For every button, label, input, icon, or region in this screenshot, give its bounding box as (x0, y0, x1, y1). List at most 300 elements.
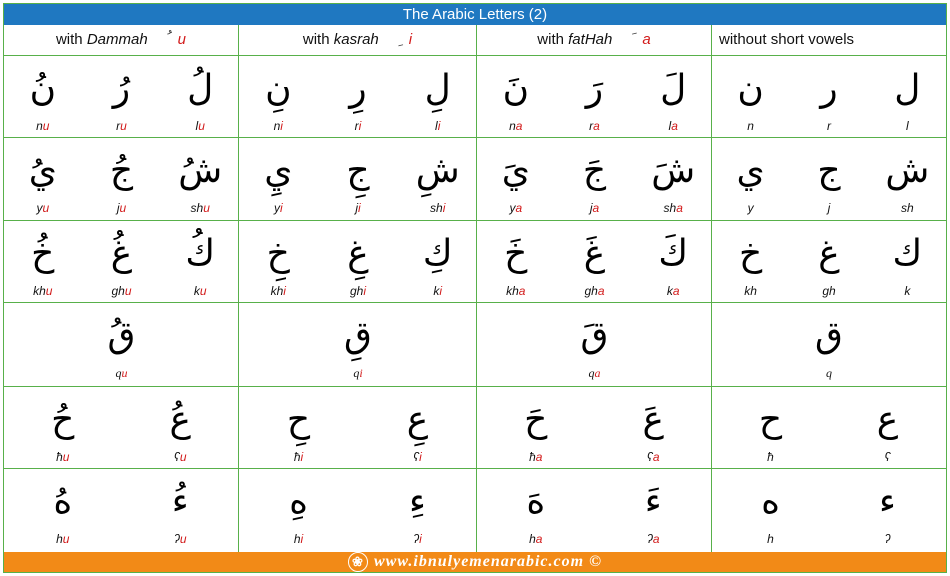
letter-base: ع (406, 399, 429, 440)
translit-consonant: n (747, 119, 754, 133)
letter-item (238, 62, 318, 134)
cell-dammah (4, 303, 239, 387)
arabic-letter (633, 144, 713, 198)
letter-row (4, 56, 946, 138)
arabic-letter (731, 475, 811, 529)
letter-item (711, 62, 791, 134)
letter-base: ج (109, 150, 134, 191)
arabic-letter (633, 227, 713, 281)
header-vowel-sound: u (177, 31, 187, 48)
transliteration (496, 449, 576, 465)
translit-vowel: i (358, 119, 362, 133)
letter-item (318, 62, 398, 134)
transliteration (555, 118, 635, 134)
transliteration (496, 531, 576, 547)
arabic-letter (398, 144, 478, 198)
translit-vowel: a (593, 119, 600, 133)
cell-dammah (4, 138, 239, 221)
translit-consonant: ʕ (884, 450, 891, 464)
arabic-letter (848, 393, 928, 447)
arabic-letter (476, 144, 556, 198)
cell-fathah (477, 387, 712, 469)
arabic-letter (82, 62, 162, 116)
transliteration (140, 449, 220, 465)
letter-item (613, 475, 693, 547)
translit-vowel: u (120, 119, 127, 133)
translit-vowel: u (45, 284, 53, 298)
cell-plain (712, 469, 946, 552)
cell-plain (712, 56, 946, 138)
translit-consonant: kh (744, 284, 757, 298)
arabic-letter (789, 62, 869, 116)
arabic-letter (238, 144, 318, 198)
letter-item (789, 144, 869, 216)
translit-vowel: a (676, 201, 683, 215)
translit-consonant: q (353, 366, 360, 380)
transliteration (23, 449, 103, 465)
transliteration (789, 200, 869, 216)
letter-item (789, 62, 869, 134)
transliteration (867, 200, 947, 216)
translit-consonant: sh (663, 201, 677, 215)
translit-consonant: k (666, 284, 673, 298)
transliteration (848, 531, 928, 547)
translit-consonant: l (668, 119, 672, 133)
translit-vowel: u (203, 201, 210, 215)
arabic-letter (848, 475, 928, 529)
letter-base: خ (31, 233, 55, 274)
letter-row (4, 138, 946, 221)
letter-base: ش (885, 150, 930, 191)
arabic-letter (3, 227, 83, 281)
transliteration (476, 118, 556, 134)
letter-item (711, 227, 791, 299)
letter-item (398, 62, 478, 134)
transliteration (82, 283, 162, 299)
letter-base: غ (110, 233, 133, 274)
letter-item (613, 393, 693, 465)
letter-base: ل (424, 68, 451, 109)
translit-consonant: ʔ (173, 532, 180, 546)
letter-base: ر (820, 68, 838, 109)
arabic-letter (867, 227, 947, 281)
header-kasrah (239, 25, 477, 56)
letter-base: ج (817, 150, 841, 191)
cell-plain (712, 387, 946, 469)
header-fathah (477, 25, 712, 56)
translit-vowel: i (279, 201, 283, 215)
letter-base: ك (185, 233, 216, 274)
transliteration (789, 283, 869, 299)
transliteration (731, 531, 811, 547)
transliteration (23, 531, 103, 547)
letter-base: ر (349, 68, 367, 109)
website-link[interactable]: www.ibnulyemenarabic.com © (373, 553, 603, 570)
transliteration (259, 531, 339, 547)
transliteration (160, 200, 240, 216)
letter-row (4, 469, 946, 552)
translit-consonant: gh (822, 284, 836, 298)
letter-item (398, 227, 478, 299)
translit-consonant: h (293, 532, 301, 546)
letter-base: ر (112, 68, 131, 109)
letter-base: ء (171, 481, 189, 522)
transliteration (633, 118, 713, 134)
translit-vowel: a (515, 201, 523, 215)
transliteration (633, 200, 713, 216)
transliteration (731, 449, 811, 465)
letter-base: غ (347, 233, 369, 274)
letter-item (476, 144, 556, 216)
transliteration (555, 365, 635, 381)
letter-item (259, 393, 339, 465)
transliteration (633, 283, 713, 299)
header-dammah (4, 25, 239, 56)
arabic-letter (160, 62, 240, 116)
header-vowel-name: fatHah (568, 31, 613, 48)
header-vowel-sound: a (642, 31, 651, 48)
letter-row (4, 387, 946, 469)
translit-consonant: q (115, 366, 122, 380)
transliteration (3, 200, 83, 216)
letter-item (238, 144, 318, 216)
header-no-vowels (712, 25, 946, 56)
letter-item (496, 475, 576, 547)
letter-base: ه (761, 481, 780, 522)
transliteration (318, 283, 398, 299)
letter-base: غ (818, 233, 840, 274)
translit-vowel: a (535, 532, 543, 546)
arabic-letter (496, 393, 576, 447)
arabic-letter (238, 62, 318, 116)
cell-fathah (477, 221, 712, 303)
arabic-letter (633, 62, 713, 116)
letter-item (867, 62, 947, 134)
cell-plain (712, 303, 946, 387)
translit-vowel: u (62, 532, 70, 546)
translit-vowel: a (535, 450, 543, 464)
translit-consonant: h (529, 532, 536, 546)
arabic-letter (789, 309, 869, 363)
arabic-letter (555, 309, 635, 363)
transliteration (140, 531, 220, 547)
translit-consonant: kh (33, 284, 46, 298)
letter-item (789, 309, 869, 381)
letter-base: ن (737, 68, 764, 109)
arabic-letter (82, 309, 162, 363)
letter-item (555, 62, 635, 134)
translit-vowel: u (179, 532, 187, 546)
letter-item (848, 475, 928, 547)
letter-base: ك (892, 233, 923, 274)
translit-consonant: l (906, 119, 909, 133)
arabic-letter (711, 144, 791, 198)
translit-consonant: ʔ (884, 532, 891, 546)
transliteration (3, 118, 83, 134)
cell-kasrah (239, 303, 477, 387)
transliteration (238, 118, 318, 134)
translit-vowel: u (198, 119, 205, 133)
transliteration (789, 118, 869, 134)
translit-vowel: i (437, 119, 441, 133)
translit-consonant: sh (430, 201, 443, 215)
letter-base: ك (422, 233, 453, 274)
translit-vowel: i (280, 119, 283, 133)
translit-consonant: q (826, 366, 832, 380)
letter-base: ش (178, 150, 223, 191)
letter-item (848, 393, 928, 465)
letter-base: ج (582, 150, 607, 191)
translit-consonant: y (747, 201, 754, 215)
letter-base: ج (346, 150, 370, 191)
cell-kasrah (239, 221, 477, 303)
arabic-letter (259, 475, 339, 529)
header-vowel-mark-icon (622, 25, 638, 55)
letter-item (3, 144, 83, 216)
translit-consonant: kh (270, 284, 284, 298)
header-prefix: with (537, 31, 569, 48)
cell-dammah (4, 56, 239, 138)
letter-item (867, 227, 947, 299)
translit-vowel: i (419, 450, 422, 464)
arabic-letter (318, 309, 398, 363)
translit-consonant: l (195, 119, 199, 133)
translit-vowel: i (359, 366, 363, 380)
translit-consonant: ħ (293, 450, 301, 464)
translit-consonant: gh (349, 284, 364, 298)
letter-base: ي (264, 150, 293, 191)
transliteration (82, 200, 162, 216)
translit-vowel: a (592, 201, 600, 215)
header-vowel-name: kasrah (333, 31, 379, 48)
letter-item (160, 144, 240, 216)
letter-base: خ (739, 233, 763, 274)
cell-kasrah (239, 56, 477, 138)
letter-item (82, 62, 162, 134)
translit-consonant: h (56, 532, 63, 546)
arabic-letter (318, 144, 398, 198)
arabic-letter (711, 62, 791, 116)
cell-plain (712, 138, 946, 221)
arabic-letter (140, 475, 220, 529)
cell-fathah (477, 303, 712, 387)
letter-row (4, 303, 946, 387)
letter-item (711, 144, 791, 216)
translit-vowel: a (672, 284, 680, 298)
arabic-letter (711, 227, 791, 281)
letter-base: ي (501, 150, 530, 191)
letter-item (476, 62, 556, 134)
letter-item (555, 227, 635, 299)
header-prefix: with (302, 31, 334, 48)
letter-base: ح (758, 399, 783, 440)
letter-item (378, 475, 458, 547)
transliteration (398, 118, 478, 134)
arabic-letter (789, 144, 869, 198)
translit-vowel: u (121, 366, 128, 380)
translit-consonant: r (116, 119, 121, 133)
arabic-letter (238, 227, 318, 281)
cell-fathah (477, 469, 712, 552)
letter-base: ع (642, 399, 664, 440)
letter-item (160, 62, 240, 134)
header-vowel-sound: i (408, 31, 413, 48)
translit-vowel: u (119, 201, 127, 215)
letter-item (140, 475, 220, 547)
translit-consonant: q (588, 366, 595, 380)
transliteration (613, 449, 693, 465)
translit-vowel: a (597, 284, 605, 298)
translit-consonant: j (827, 201, 831, 215)
letter-base: ك (658, 233, 689, 274)
arabic-letter (496, 475, 576, 529)
letter-item (633, 62, 713, 134)
arabic-letter (378, 475, 458, 529)
translit-vowel: u (42, 201, 50, 215)
translit-consonant: gh (584, 284, 598, 298)
letter-item (633, 227, 713, 299)
transliteration (398, 283, 478, 299)
translit-consonant: ħ (56, 450, 63, 464)
translit-vowel: u (62, 450, 70, 464)
arabic-letter (82, 144, 162, 198)
translit-vowel: i (419, 532, 422, 546)
transliteration (160, 118, 240, 134)
translit-vowel: i (363, 284, 367, 298)
letter-base: ن (502, 68, 529, 109)
letter-item (82, 144, 162, 216)
translit-consonant: y (36, 201, 43, 215)
arabic-letter (867, 62, 947, 116)
letter-base: غ (583, 233, 606, 274)
transliteration (848, 449, 928, 465)
translit-consonant: ʕ (413, 450, 420, 464)
transliteration (867, 118, 947, 134)
letter-item (82, 309, 162, 381)
transliteration (3, 283, 83, 299)
arabic-letter (789, 227, 869, 281)
arabic-letter (318, 62, 398, 116)
translit-vowel: i (358, 201, 361, 215)
arabic-letter (555, 62, 635, 116)
transliteration (378, 531, 458, 547)
letter-base: ح (524, 399, 548, 440)
translit-vowel: u (124, 284, 132, 298)
transliteration (476, 200, 556, 216)
transliteration (378, 449, 458, 465)
arabic-letter (318, 227, 398, 281)
letter-base: ش (415, 150, 460, 191)
cell-kasrah (239, 469, 477, 552)
cell-kasrah (239, 138, 477, 221)
arabic-letter (259, 393, 339, 447)
letter-item (378, 393, 458, 465)
letter-base: ي (28, 150, 57, 191)
letter-item (318, 309, 398, 381)
translit-vowel: a (594, 366, 601, 380)
translit-consonant: k (193, 284, 200, 298)
letter-base: ع (169, 399, 191, 440)
translit-consonant: ʔ (413, 532, 420, 546)
translit-consonant: gh (111, 284, 125, 298)
transliteration (82, 118, 162, 134)
header-vowel-mark-icon (389, 25, 405, 55)
letter-item (23, 393, 103, 465)
arabic-letter (23, 393, 103, 447)
translit-consonant: k (904, 284, 911, 298)
translit-consonant: ʕ (646, 450, 653, 464)
letter-item (160, 227, 240, 299)
translit-consonant: j (355, 201, 358, 215)
translit-consonant: y (509, 201, 516, 215)
arabic-letter (398, 62, 478, 116)
header-label: without short vowels (719, 31, 855, 48)
arabic-letter (867, 144, 947, 198)
translit-consonant: sh (190, 201, 204, 215)
transliteration (711, 118, 791, 134)
transliteration (318, 365, 398, 381)
letter-base: ل (894, 68, 921, 109)
letter-base: ع (876, 399, 899, 440)
letter-item (23, 475, 103, 547)
letter-base: ه (53, 481, 73, 522)
arabic-letter (3, 62, 83, 116)
letter-item (476, 227, 556, 299)
transliteration (867, 283, 947, 299)
translit-consonant: l (435, 119, 438, 133)
translit-consonant: r (354, 119, 359, 133)
letter-item (398, 144, 478, 216)
letter-base: خ (266, 233, 290, 274)
translit-consonant: j (589, 201, 593, 215)
translit-consonant: r (827, 119, 831, 133)
translit-vowel: a (652, 450, 660, 464)
letter-base: ق (107, 315, 136, 356)
letter-item (238, 227, 318, 299)
translit-vowel: a (515, 119, 523, 133)
letter-row (4, 221, 946, 303)
arabic-letter (398, 227, 478, 281)
transliteration (82, 365, 162, 381)
letter-item (867, 144, 947, 216)
transliteration (789, 365, 869, 381)
translit-consonant: y (273, 201, 280, 215)
letter-base: ن (29, 68, 56, 109)
translit-consonant: r (589, 119, 594, 133)
translit-consonant: sh (901, 201, 914, 215)
arabic-letter (140, 393, 220, 447)
translit-vowel: u (42, 119, 50, 133)
arabic-letter (613, 393, 693, 447)
arabic-letter (160, 144, 240, 198)
letter-item (555, 309, 635, 381)
footer-banner[interactable] (4, 552, 946, 572)
transliteration (238, 200, 318, 216)
translit-vowel: a (652, 532, 660, 546)
arabic-letter (23, 475, 103, 529)
cell-dammah (4, 387, 239, 469)
transliteration (318, 200, 398, 216)
arabic-letter (613, 475, 693, 529)
letter-item (259, 475, 339, 547)
letter-base: ء (644, 481, 662, 522)
translit-consonant: ħ (767, 450, 774, 464)
letter-item (633, 144, 713, 216)
letter-base: ر (585, 68, 604, 109)
letter-item (82, 227, 162, 299)
page-title: The Arabic Letters (2) (4, 4, 946, 25)
arabic-letter (378, 393, 458, 447)
